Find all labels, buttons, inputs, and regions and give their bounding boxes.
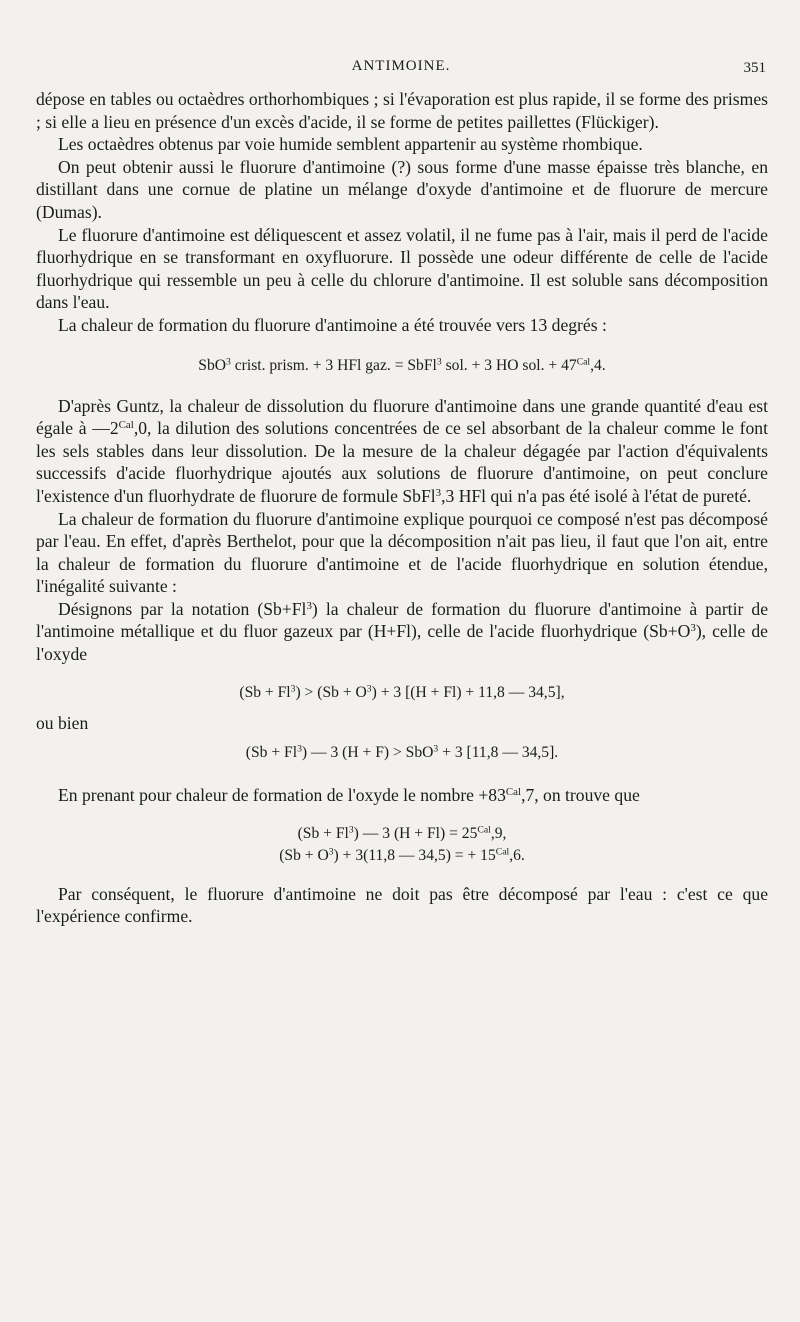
paragraph-octahedra: Les octaèdres obtenus par voie humide semblent appartenir au système rhombique.	[58, 134, 643, 155]
paragraph-berthelot: La chaleur de formation du fluorure d'antimoine explique pourquoi ce composé n'est pas décomposé par l'eau. En effet, d'après Berthelot, pour que la décomposition n'ait pas lieu, il faut que l'on ait, entre la chaleur de formation du fluorure d'antimoine et de l'acide fluorhydrique en solution étendue, l'inégalité suivante :	[36, 508, 768, 597]
equation-inequality-1: $(Sb + Fl^3) > (Sb + O^3) + 3$ [(H + Fl) + 11,8 — 34,5],	[239, 683, 565, 701]
paragraph-crystallisation: dépose en tables ou octaèdres orthorhombiques ; si l'évaporation est plus rapide, il se forme des prismes ; si elle a lieu en présence d'un excès d'acide, il se forme de petites paillettes (Flückiger).	[36, 89, 768, 132]
paragraph-preparation-dumas: On peut obtenir aussi le fluorure d'antimoine (?) sous forme d'une masse épaisse très blanche, en distillant dans une cornue de platine un mélange d'oxyde d'antimoine et de fluorure de mercure (Dumas).	[36, 156, 768, 222]
paragraph-oxide-number: En prenant pour chaleur de formation de l'oxyde le nombre $+83^{Cal},7$, on trouve que	[58, 785, 640, 806]
equation-formation: SbO$^3$ crist. prism. + 3 HFl gaz. = SbFl$^3$ sol. + 3 HO sol. + $47^{Cal},4$.	[198, 356, 606, 374]
page-number: 351	[743, 60, 766, 76]
paragraph-heat-of-formation: La chaleur de formation du fluorure d'antimoine a été trouvée vers 13 degrés :	[58, 314, 607, 335]
text-ou-bien: ou bien	[36, 712, 89, 733]
equation-inequality-2: $(Sb + Fl^3)$ — 3 (H + F) > SbO$^3$ + 3 [11,8 — 34,5].	[245, 743, 559, 762]
page-header	[36, 58, 766, 82]
paragraph-properties: Le fluorure d'antimoine est déliquescent et assez volatil, il ne fume pas à l'air, mais il perd de l'acide fluorhydrique en se transformant en oxyfluorure. Il possède une odeur différente de celle de l'acide fluorhydrique qui ressemble un peu à celle du chlorure d'antimoine. Il est soluble sans décomposition dans l'eau.	[36, 224, 768, 313]
equation-results	[36, 823, 768, 867]
equation-result-line-1: $(Sb + Fl^3)$ — 3 $(H + Fl) = 25^{Cal},9$,	[297, 824, 507, 842]
paragraph-notation: Désignons par la notation $(Sb+Fl^3)$ la chaleur de formation du fluorure d'antimoine à partir de l'antimoine métallique et du fluor gazeux par (H+Fl), celle de l'acide fluorhydrique $(Sb+O^3)$, celle de l'oxyde	[36, 598, 768, 665]
page-body	[36, 88, 768, 928]
paragraph-guntz: D'après Guntz, la chaleur de dissolution du fluorure d'antimoine dans une grande quantité d'eau est égale à $—2^{Cal},0$, la dilution des solutions concentrées de ce sel absorbant de la chaleur comme le font les sels stables dans leur dissolution. De la mesure de la chaleur dégagée par l'action d'équivalents successifs d'acide fluorhydrique ajoutés aux solutions de fluorure d'antimoine, on peut conclure l'existence d'un fluorhydrate de fluorure de formule SbFl$^3$,3 HFl qui n'a pas été isolé à l'état de pureté.	[36, 395, 768, 506]
equation-result-line-2: $(Sb + O^3) + 3(11,8$ — 34,5) = + $15^{Cal},6$.	[279, 846, 525, 864]
running-title: ANTIMOINE.	[351, 58, 451, 74]
paragraph-conclusion: Par conséquent, le fluorure d'antimoine ne doit pas être décomposé par l'eau : c'est ce que l'expérience confirme.	[36, 883, 768, 927]
